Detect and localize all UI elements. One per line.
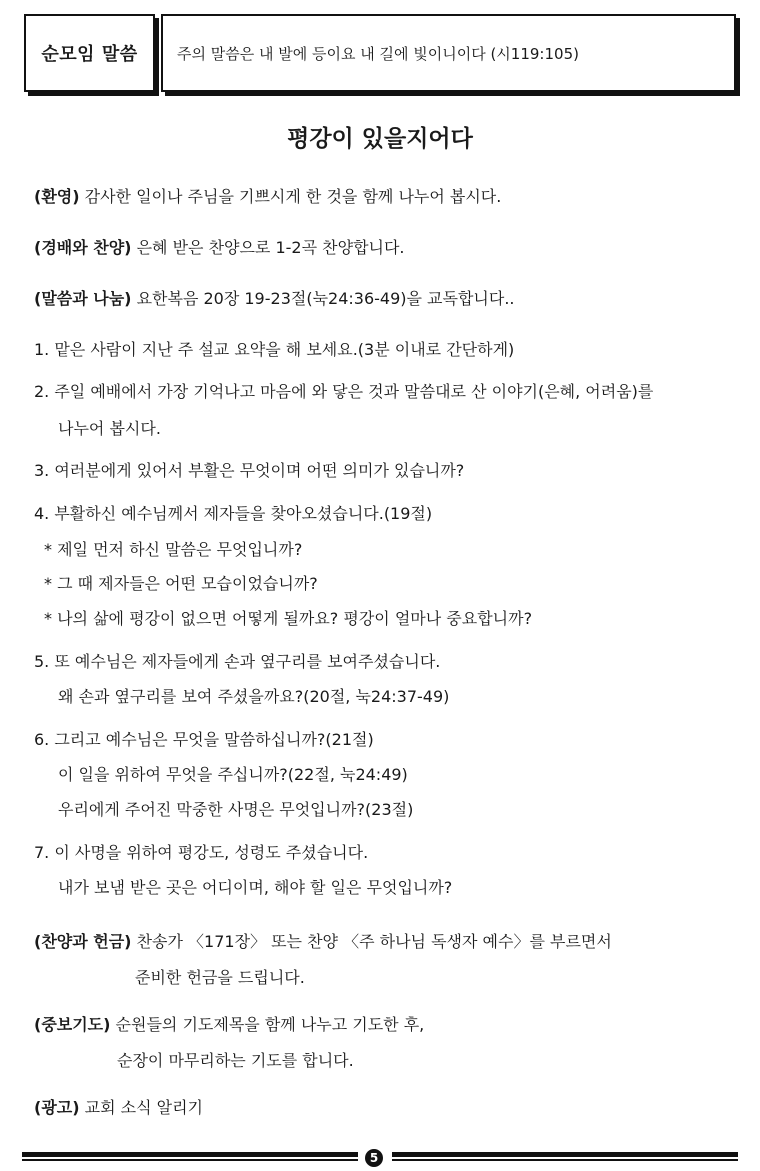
footer-rule-left — [22, 1152, 358, 1157]
question-4: 4. 부활하신 예수님께서 제자들을 찾아오셨습니다.(19절) — [34, 504, 433, 523]
welcome-text: 감사한 일이나 주님을 기쁘시게 한 것을 함께 나누어 봅시다. — [79, 187, 502, 206]
prayer-text: 순원들의 기도제목을 함께 나누고 기도한 후, — [110, 1015, 425, 1034]
offering-cont: 준비한 헌금을 드립니다. — [135, 968, 305, 987]
page-footer — [22, 1149, 738, 1165]
page-title: 평강이 있을지어다 — [287, 126, 473, 152]
question-2: 2. 주일 예배에서 가장 기억나고 마음에 와 닿은 것과 말씀대로 산 이야기(은혜, 어려움)를 — [34, 382, 654, 401]
question-6-cont-2: 우리에게 주어진 막중한 사명은 무엇입니까?(23절) — [58, 800, 414, 819]
page-header — [22, 14, 740, 100]
worship-text: 은혜 받은 찬양으로 1-2곡 찬양합니다. — [131, 238, 405, 257]
question-6: 6. 그리고 예수님은 무엇을 말씀하십니까?(21절) — [34, 730, 374, 749]
question-1: 1. 맡은 사람이 지난 주 설교 요약을 해 보세요.(3분 이내로 간단하게) — [34, 340, 515, 359]
question-6-cont-1: 이 일을 위하여 무엇을 주십니까?(22절, 눅24:49) — [58, 765, 408, 784]
offering-tag: (찬양과 헌금) — [34, 932, 132, 951]
page-number: 5 — [365, 1149, 383, 1167]
prayer-cont: 순장이 마무리하는 기도를 합니다. — [117, 1051, 354, 1070]
welcome-line — [34, 186, 501, 208]
prayer-tag: (중보기도) — [34, 1015, 111, 1034]
question-4-sub-2: * 그 때 제자들은 어떤 모습이었습니까? — [44, 574, 318, 593]
prayer-line — [34, 1014, 424, 1036]
notice-line — [34, 1097, 203, 1119]
header-verse: 주의 말씀은 내 발에 등이요 내 길에 빛이니이다 (시119:105) — [161, 14, 736, 92]
question-2-cont: 나누어 봅시다. — [58, 419, 161, 438]
section-label: 순모임 말씀 — [24, 14, 155, 92]
word-text: 요한복음 20장 19-23절(눅24:36-49)을 교독합니다.. — [131, 289, 515, 308]
offering-line — [34, 931, 612, 953]
word-tag: (말씀과 나눔) — [34, 289, 132, 308]
question-3: 3. 여러분에게 있어서 부활은 무엇이며 어떤 의미가 있습니까? — [34, 461, 465, 480]
question-4-sub-1: * 제일 먼저 하신 말씀은 무엇입니까? — [44, 540, 303, 559]
footer-rule-right — [392, 1152, 738, 1157]
offering-text: 찬송가 〈171장〉 또는 찬양 〈주 하나님 독생자 예수〉를 부르면서 — [131, 932, 612, 951]
question-7: 7. 이 사명을 위하여 평강도, 성령도 주셨습니다. — [34, 843, 369, 862]
question-4-sub-3: * 나의 삶에 평강이 없으면 어떻게 될까요? 평강이 얼마나 중요합니까? — [44, 609, 533, 628]
notice-tag: (광고) — [34, 1098, 80, 1117]
word-line — [34, 288, 515, 310]
notice-text: 교회 소식 알리기 — [79, 1098, 203, 1117]
worship-line — [34, 237, 405, 259]
question-5: 5. 또 예수님은 제자들에게 손과 옆구리를 보여주셨습니다. — [34, 652, 441, 671]
worship-tag: (경배와 찬양) — [34, 238, 132, 257]
question-7-cont: 내가 보냄 받은 곳은 어디이며, 해야 할 일은 무엇입니까? — [58, 878, 453, 897]
welcome-tag: (환영) — [34, 187, 80, 206]
question-5-cont: 왜 손과 옆구리를 보여 주셨을까요?(20절, 눅24:37-49) — [58, 687, 450, 706]
